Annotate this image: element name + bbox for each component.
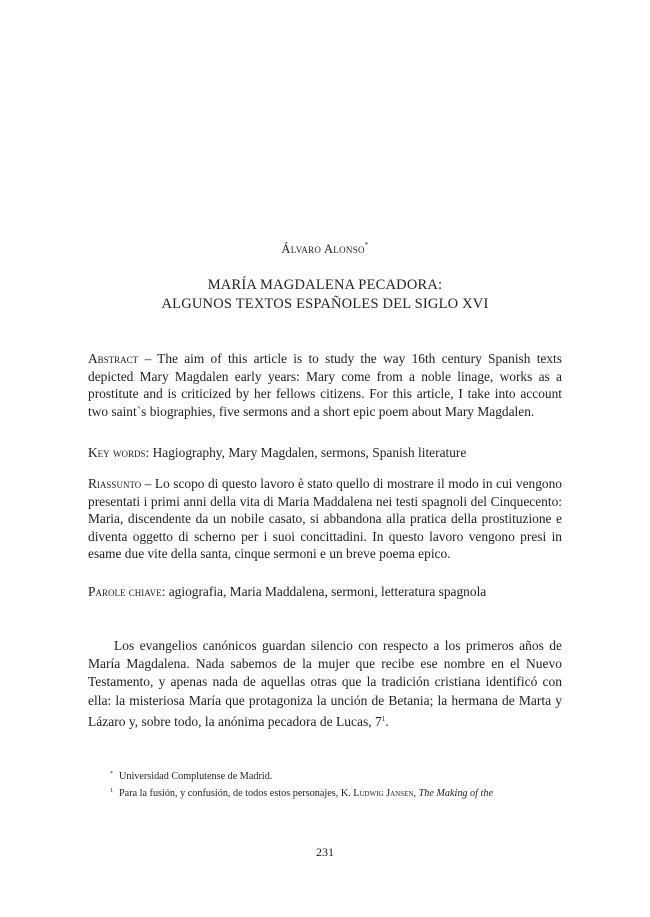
title-line-1: MARÍA MAGDALENA PECADORA:: [207, 277, 443, 293]
abstract-text: – The aim of this article is to study the way 16th century Spanish texts depicted Mary Magdalen early years: Mary come from a noble linage, works as a prostitute and is criticized by her fellows citizens. For this article, I take into account two saint`s biographies, five sermons and a short epic poem about Mary Magdalen.: [88, 351, 562, 419]
footnote-1-sep: ,: [413, 788, 419, 799]
riassunto-paragraph: [88, 475, 562, 563]
abstract-paragraph: [88, 350, 562, 420]
author-line: [0, 241, 650, 257]
riassunto-text: – Lo scopo di questo lavoro è stato quello di mostrare il modo in cui vengono presentati i primi anni della vita di Maria Maddalena nei testi spagnoli del Cinquecento: Maria, discendente da un nobile casato, si abbandona alla pratica della prostituzione e diventa oggetto di scherno per i suoi concittadini. In questo lavoro vengono presi in esame due vite della santa, cinque sermoni e un breve poema epico.: [88, 476, 562, 561]
keywords-english: [88, 444, 562, 462]
body-text: Los evangelios canónicos guardan silencio con respecto a los primeros años de María Magdalena. Nada sabemos de la mujer que recibe ese nombre en el Nuevo Testamento, y apenas nada de aquellas otras que la tradición cristiana identificó con ella: la misteriosa María que protagoniza la unción de Betania; la hermana de Marta y Lázaro y, sobre todo, la anónima pecadora de Lucas, 7: [88, 638, 562, 729]
riassunto-label: Riassunto: [88, 476, 142, 491]
footnote-mark-star: *: [110, 771, 113, 777]
body-paragraph: [88, 637, 562, 731]
keywords-it-text: : agiografia, Maria Maddalena, sermoni, letteratura spagnola: [161, 584, 487, 599]
page-number: 231: [316, 845, 334, 859]
footnote-1-text: Para la fusión, y confusión, de todos estos personajes, K.: [119, 788, 354, 799]
footnote-mark-1: 1: [110, 788, 113, 794]
footnote-affiliation-text: Universidad Complutense de Madrid.: [119, 771, 273, 782]
footnote-1: [110, 784, 565, 801]
author-name: Álvaro Alonso: [281, 242, 365, 256]
keywords-en-label: Key words: [88, 445, 146, 460]
abstract-label: Abstract: [88, 351, 139, 366]
body-end: .: [385, 713, 389, 729]
footnotes: [110, 767, 565, 801]
footnote-affiliation: [110, 767, 565, 784]
keywords-italian: [88, 583, 562, 601]
footnote-1-title: The Making of the: [418, 788, 493, 799]
keywords-en-text: : Hagiography, Mary Magdalen, sermons, Spanish literature: [145, 445, 467, 460]
footnote-1-author: Ludwig Jansen: [353, 788, 414, 799]
author-footnote-mark: *: [364, 241, 369, 249]
article-title: [0, 276, 650, 314]
keywords-it-label: Parole chiave: [88, 584, 162, 599]
title-line-2: ALGUNOS TEXTOS ESPAÑOLES DEL SIGLO XVI: [161, 296, 489, 312]
footnote-reference: 1: [381, 714, 386, 723]
